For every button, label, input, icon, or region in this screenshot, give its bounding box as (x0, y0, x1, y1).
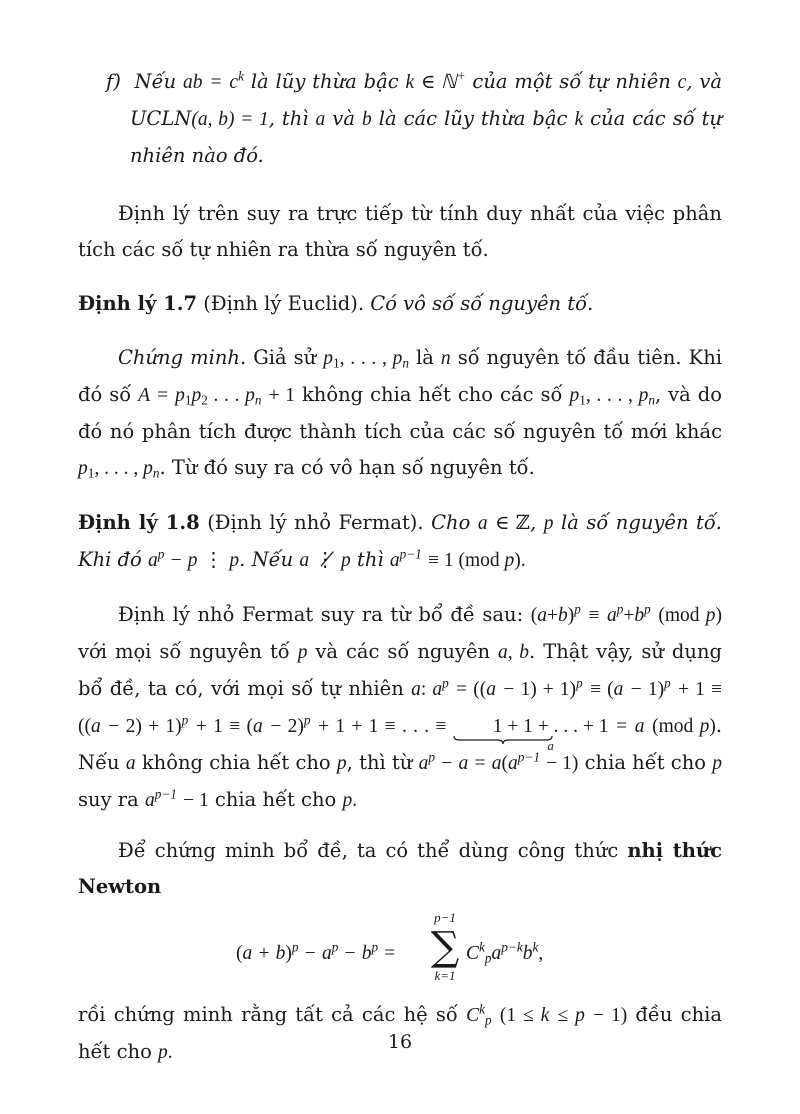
theorem-item-f: f) Nếu ab = $c^k$ là lũy thừa bậc k ∈ ℕ+ của một số tự nhiên c, và UCLN(a, b) = 1, thì a và b là các lũy thừa bậc k của các số tự nhiên nào đó. (106, 68, 723, 167)
sigma-icon: ∑ (430, 924, 460, 970)
paragraph-binomial: Để chứng minh bổ đề, ta có thể dùng công thức nhị thức Newton (78, 839, 722, 898)
proof-euclid: Chứng minh. Giả sử $p_1$, . . . , $p_n$ là n số nguyên tố đầu tiên. Khi đó số $A = p_1p_2$ . . . $p_n + 1$ không chia hết cho các số $p_1$, . . . , $p_n$, và do đó nó phân tích được thành tích của các số nguyên tố mới khác $p_1$, . . . , $p_n$. Từ đó suy ra có vô hạn số nguyên tố. (78, 346, 723, 481)
theorem-label: Định lý 1.8 (78, 511, 200, 534)
theorem-1-8: Định lý 1.8 (Định lý nhỏ Fermat). Cho a ∈ ℤ, p là số nguyên tố. Khi đó $a^p - p$ ⋮ p. Nếu a ⋮̸ p thì $a^{p-1} \equiv 1$ (mod p). (78, 511, 722, 571)
summation (428, 911, 462, 983)
theorem-1-7: Định lý 1.7 (Định lý Euclid). Có vô số số nguyên tố. (78, 292, 594, 315)
paragraph-uniqueness: Định lý trên suy ra trực tiếp từ tính duy nhất của việc phân tích các số tự nhiên ra thừa số nguyên tố. (78, 202, 722, 261)
sum-lower-limit: k=1 (434, 968, 456, 983)
paragraph-fermat-lemma: Định lý nhỏ Fermat suy ra từ bổ đề sau: $(a+b)^p \equiv a^p+b^p$ (mod p) với mọi số nguyên tố p và các số nguyên a, b. Thật vậy, sử dụng bổ đề, ta có, với mọi số tự nhiên a: $a^p = ((a - 1) + 1)^p \equiv (a - 1)^p + 1 \equiv ((a - 2) + 1)^p + 1 \equiv (a - 2)^p + 1 + 1$ ≡ . . . ≡ 1 + 1 + . . . + 1 a = a (mod p). Nếu a không chia hết cho p, thì từ $a^p - a = a(a^{p-1} - 1)$ chia hết cho p suy ra $a^{p-1} - 1$ chia hết cho p. (78, 601, 723, 811)
formula-lhs: $(a + b)^p - a^p - b^p$ = (236, 939, 396, 964)
binomial-formula (78, 911, 722, 997)
proof-label: Chứng minh. (118, 346, 247, 369)
paragraph-coefficients: rồi chứng minh rằng tất cả các hệ số $C^k_p$ (1 ≤ k ≤ p − 1) đều chia hết cho p. (78, 1001, 723, 1063)
underbrace-sum: 1 + 1 + . . . + 1 a (453, 709, 609, 745)
item-label: f) (106, 70, 121, 93)
formula-term: $C^k_pa^{p-k}b^k$, (466, 939, 544, 966)
page-number: 16 (387, 1031, 413, 1053)
page-body (78, 56, 722, 1071)
theorem-label: Định lý 1.7 (78, 292, 198, 315)
sum-upper-limit: p−1 (434, 910, 456, 925)
